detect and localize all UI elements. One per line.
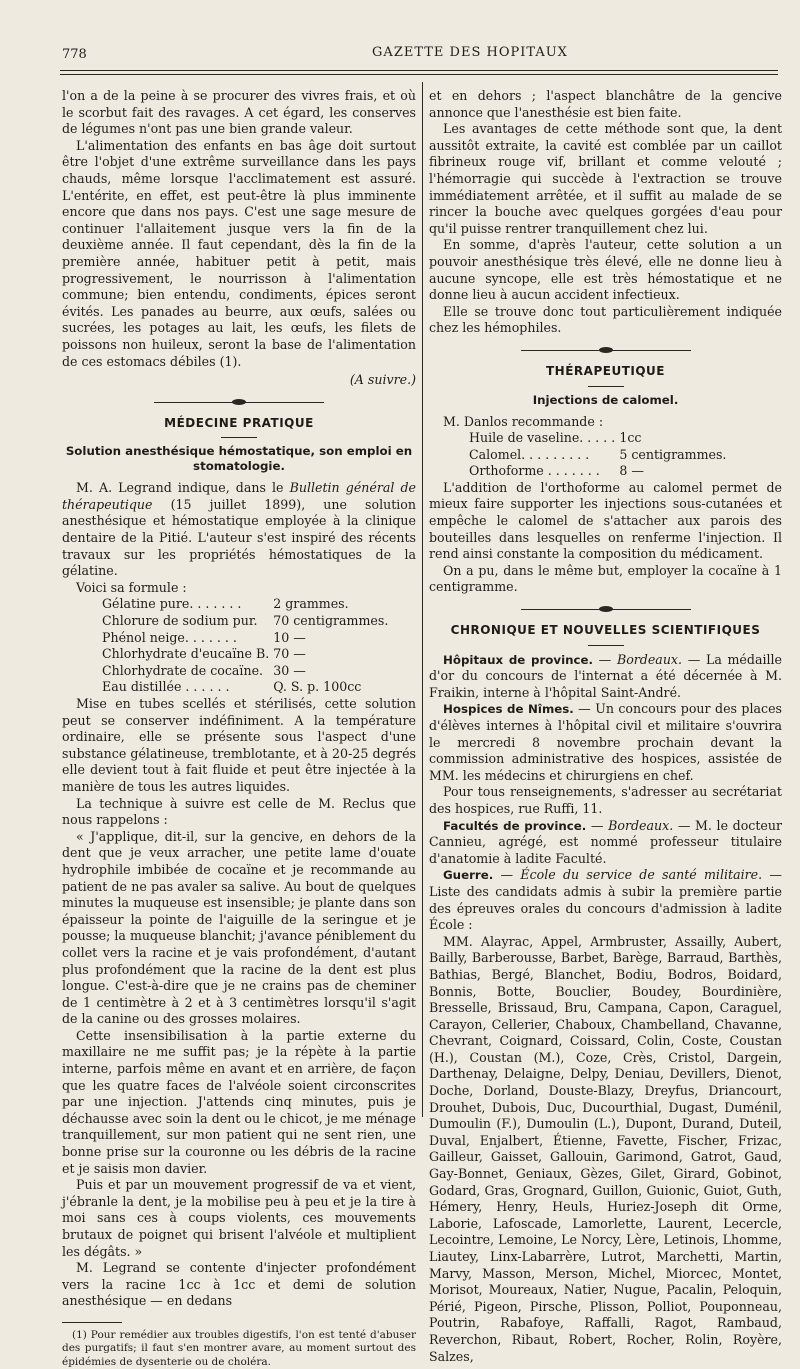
table-row: Chlorure de sodium pur. 70 centigrammes.	[102, 613, 389, 629]
journal-title: GAZETTE DES HOPITAUX	[372, 45, 568, 60]
news-entry: Facultés de province. — Bordeaux. — M. le docteur Cannieu, agrégé, est nommé professeur titulaire d'anatomie à ladite Faculté.	[429, 817, 782, 866]
page-number: 778	[62, 47, 87, 62]
table-row: Eau distillée . . . . . . Q. S. p. 100cc	[102, 679, 362, 695]
paragraph: Pour tous renseignements, s'adresser au secrétariat des hospices, rue Ruffi, 11.	[429, 784, 782, 816]
table-row: Phénol neige. . . . . . . 10 —	[102, 629, 306, 645]
paragraph: L'alimentation des enfants en bas âge doit surtout être l'objet d'une extrême surveillance dans les pays chauds, même lorsque l'acclimatement est assuré. L'entérite, en effet, est peut-être là plus imminente encore que dans nos pays. C'est une sage mesure de continuer l'allaitement jusque vers la fin de la deuxième année. Il faut cependant, dès la fin de la première année, habituer petit à petit, mais progressivement, le nourrisson à l'alimentation commune; bien entendu, condiments, épices seront évités. Les panades au beurre, aux œufs, salées ou sucrées, les potages au lait, les œufs, les filets de poissons non huileux, seront la base de l'alimentation de ces estomacs débiles (1).	[62, 137, 416, 369]
section-title: MÉDECINE PRATIQUE	[164, 415, 314, 430]
paragraph: et en dehors ; l'aspect blanchâtre de la gencive annonce que l'anesthésie est bien faite.	[429, 88, 782, 120]
news-entry: Hospices de Nîmes. — Un concours pour des places d'élèves internes à l'hôpital civil et militaire s'ouvrira le mercredi 8 novembre prochain devant la commission administrative des hospices, assistée de MM. les médecins et chirurgiens en chef.	[429, 701, 782, 783]
left-column	[62, 88, 416, 1369]
header-rule-bottom	[60, 74, 778, 75]
paragraph: Cette insensibilisation à la partie externe du maxillaire ne me suffit pas; je la répète à la partie interne, parfois même en avant et en arrière, de façon que les quatre faces de l'alvéole soient circonscrites par une injection. J'attends cinq minutes, puis je déchausse avec soin la dent ou le chicot, je me ménage tranquillement, sur mon patient qui ne sent rien, une bonne prise sur la couronne ou les débris de la racine et je saisis mon davier.	[62, 1027, 416, 1176]
section-ornament	[154, 395, 324, 409]
short-rule	[588, 645, 624, 646]
table-row: Orthoforme . . . . . . . 8 —	[469, 463, 644, 479]
paragraph: La technique à suivre est celle de M. Reclus que nous rappelons :	[62, 795, 416, 828]
paragraph: L'addition de l'orthoforme au calomel permet de mieux faire supporter les injections sous-cutanées et empêche le calomel de s'attacher aux parois des bouteilles dans lesquelles on renferme l'injection. Il rend ainsi constante la composition du médicament.	[429, 479, 782, 562]
table-row: Chlorhydrate d'eucaïne B. 70 —	[102, 646, 306, 662]
table-row: Huile de vaseline. . . . . 1cc	[469, 430, 642, 446]
table-row: Gélatine pure. . . . . . . 2 grammes.	[102, 596, 349, 612]
article-title: Solution anesthésique hémostatique, son emploi en stomatologie.	[65, 444, 413, 474]
short-rule	[588, 386, 624, 387]
section-title: THÉRAPEUTIQUE	[546, 363, 665, 378]
table-row: Chlorhydrate de cocaïne. 30 —	[102, 662, 306, 678]
news-entry: Hôpitaux de province. — Bordeaux. — La médaille d'or du concours de l'internat a été décernée à M. Fraikin, interne à l'hôpital Saint-André.	[429, 651, 782, 700]
paragraph: Elle se trouve donc tout particulièrement indiquée chez les hémophiles.	[429, 303, 782, 336]
prescription-table	[469, 430, 730, 480]
news-entry: Guerre. — École du service de santé militaire. — Liste des candidats admis à subir la première partie des épreuves orales du concours d'admission à ladite École :	[429, 867, 782, 933]
candidate-list: MM. Alayrac, Appel, Armbruster, Assailly, Aubert, Bailly, Barberousse, Barbet, Barège, Barraud, Barthès, Bathias, Bergé, Blanchet, Bodiu, Bodros, Boidard, Bonnis, Botte, Bouclier, Boudey, Bourdinière, Bresselle, Brissaud, Bru, Campana, Capon, Caraguel, Carayon, Cellerier, Chaboux, Chambelland, Chavanne, Chevrant, Coignard, Coissard, Colin, Coste, Coustan (H.), Coustan (M.), Coze, Crès, Cristol, Dargein, Darthenay, Delaigne, Delpy, Deniau, Devillers, Dienot, Doche, Dorland, Douste-Blazy, Dreyfus, Driancourt, Drouhet, Dubois, Duc, Ducourthial, Dugast, Duménil, Dumoulin (F.), Dumoulin (L.), Dupont, Durand, Duteil, Duval, Enjalbert, Étienne, Favette, Fischer, Frizac, Gailleur, Gaisset, Gallouin, Garimond, Gatrot, Gaud, Gay-Bonnet, Geniaux, Gèzes, Gilet, Girard, Gobinot, Godard, Gras, Grognard, Guillon, Guionic, Guiot, Guth, Hémery, Henry, Heuls, Huriez-Joseph dit Orme, Laborie, Lafoscade, Lamorlette, Laurent, Lecercle, Lecointre, Lemoine, Le Norcy, Lère, Letinois, Lhomme, Liautey, Linx-Labarrère, Lutrot, Marchetti, Martin, Marvy, Masson, Merson, Michel, Miorcec, Montet, Morisot, Moureaux, Natier, Nugue, Pacalin, Peloquin, Périé, Pigeon, Pirsche, Plisson, Polliot, Pouponneau, Poutrin, Rabafoye, Raffalli, Ragot, Rambaud, Reverchon, Ribaut, Robert, Rocher, Rolin, Royère, Salzes,	[429, 933, 782, 1364]
section-ornament	[521, 602, 691, 616]
paragraph: « J'applique, dit-il, sur la gencive, en dehors de la dent que je veux arracher, une petite lame d'ouate hydrophile imbibée de cocaïne et je recommande au patient de ne pas avaler sa salive. Au bout de quelques minutes la muqueuse est insensible; je plante dans son épaisseur la pointe de l'aiguille de la seringue et je pousse; la muqueuse blanchit; j'avance péniblement du collet vers la racine et je vais profondément, d'autant plus profondément que la racine de la dent est plus longue. C'est-à-dire que je ne crains pas de cheminer de 1 centimètre à 2 et à 3 centimètres lorsqu'il s'agit de la canine ou des grosses molaires.	[62, 828, 416, 1027]
paragraph: M. A. Legrand indique, dans le Bulletin général de thérapeutique (15 juillet 1899), une solution anesthésique et hémostatique employée à la clinique dentaire de la Pitié. L'auteur s'est inspiré des récents travaux sur les propriétés hémostatiques de la gélatine.	[62, 480, 416, 579]
right-column	[429, 88, 782, 1365]
header-rule-top	[60, 70, 778, 71]
footnote: (1) Pour remédier aux troubles digestifs, l'on est tenté d'abuser des purgatifs; il faut s'en montrer avare, au moment surtout des épidémies de dysenterie ou de choléra.	[62, 1328, 416, 1368]
formula-intro: Voici sa formule :	[76, 579, 187, 595]
column-divider	[422, 82, 423, 1117]
section-ornament	[521, 343, 691, 357]
paragraph: On a pu, dans le même but, employer la cocaïne à 1 centigramme.	[429, 562, 782, 595]
table-row: Calomel. . . . . . . . . 5 centigrammes.	[469, 446, 727, 462]
paragraph: Les avantages de cette méthode sont que, la dent aussitôt extraite, la cavité est comblée par un caillot fibrineux rouge vif, brillant et comme velouté ; l'hémorragie qui succède à l'extraction se trouve immédiatement arrêtée, et il suffit au malade de se rincer la bouche avec quelques gorgées d'eau pour qu'il puisse rentrer tranquillement chez lui.	[429, 121, 782, 236]
paragraph: En somme, d'après l'auteur, cette solution a un pouvoir anesthésique très élevé, elle ne donne lieu à aucune syncope, elle est très hémostatique et ne donne lieu à aucun accident infectieux.	[429, 237, 782, 303]
rx-intro: M. Danlos recommande :	[443, 413, 604, 429]
section-title: CHRONIQUE ET NOUVELLES SCIENTIFIQUES	[450, 623, 761, 638]
paragraph: l'on a de la peine à se procurer des vivres frais, et où le scorbut fait des ravages. A cet égard, les conserves de légumes n'ont pas une bien grande valeur.	[62, 88, 416, 137]
paragraph: M. Legrand se contente d'injecter profondément vers la racine 1cc à 1cc et demi de solution anesthésique — en dedans	[62, 1260, 416, 1309]
paragraph: Mise en tubes scellés et stérilisés, cette solution peut se conserver indéfiniment. A la température ordinaire, elle se présente sous l'aspect d'une substance gélatineuse, tremblotante, et à 20-25 degrés elle devient tout à fait fluide et peut être injectée à la manière de tous les autres liquides.	[62, 696, 416, 794]
paragraph: Puis et par un mouvement progressif de va et vient, j'ébranle la dent, je la mobilise peu à peu et je la tire à moi sans ces à coups violents, ces mouvements brutaux de poignet qui brisent l'alvéole et multiplient les dégâts. »	[62, 1177, 416, 1259]
article-title: Injections de calomel.	[532, 392, 679, 407]
short-rule	[221, 437, 257, 438]
footnote-rule	[62, 1322, 122, 1323]
to-be-continued: (A suivre.)	[349, 372, 416, 388]
formula-table	[102, 596, 392, 696]
